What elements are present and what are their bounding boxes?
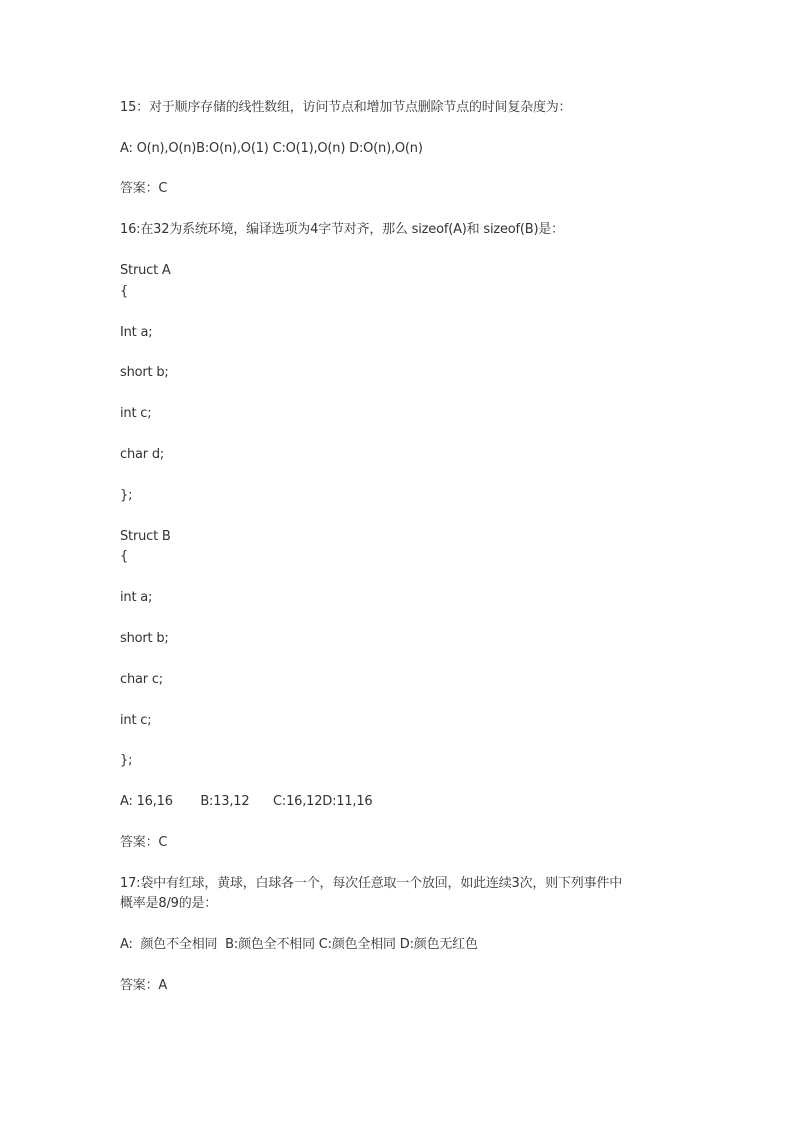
struct-a-close-brace: };: [120, 488, 133, 503]
struct-a-member: short b;: [120, 365, 169, 380]
q16-question: 16:在32为系统环境，编译选项为4字节对齐，那么 sizeof(A)和 sizeof(B)是：: [120, 222, 564, 237]
struct-a-header: Struct A: [120, 263, 171, 278]
struct-b-member: int a;: [120, 590, 153, 605]
struct-b-member: short b;: [120, 631, 169, 646]
q15-options: A: O(n),O(n)B:O(n),O(1) C:O(1),O(n) D:O(n),O(n): [120, 141, 423, 156]
q15-answer: 答案：C: [120, 181, 168, 196]
struct-a-member: Int a;: [120, 325, 153, 340]
q17-options: A: 颜色不全相同 B:颜色全不相同 C:颜色全相同 D:颜色无红色: [120, 937, 478, 952]
struct-a-member: char d;: [120, 447, 165, 462]
struct-b-member: int c;: [120, 713, 152, 728]
struct-b-header: Struct B: [120, 529, 171, 544]
struct-b-member: char c;: [120, 672, 163, 687]
q16-answer: 答案：C: [120, 835, 168, 850]
struct-b-close-brace: };: [120, 753, 133, 768]
q15-question: 15：对于顺序存储的线性数组，访问节点和增加节点删除节点的时间复杂度为：: [120, 100, 572, 115]
struct-a-open-brace: {: [120, 284, 129, 299]
struct-b-open-brace: {: [120, 549, 129, 564]
q16-options: A: 16,16 B:13,12 C:16,12D:11,16: [120, 794, 373, 809]
q17-answer: 答案：A: [120, 978, 168, 993]
struct-a-member: int c;: [120, 406, 152, 421]
q17-question-line2: 概率是8/9的是：: [120, 896, 218, 911]
q17-question-line1: 17:袋中有红球，黄球，白球各一个，每次任意取一个放回，如此连续3次，则下列事件中: [120, 876, 622, 891]
